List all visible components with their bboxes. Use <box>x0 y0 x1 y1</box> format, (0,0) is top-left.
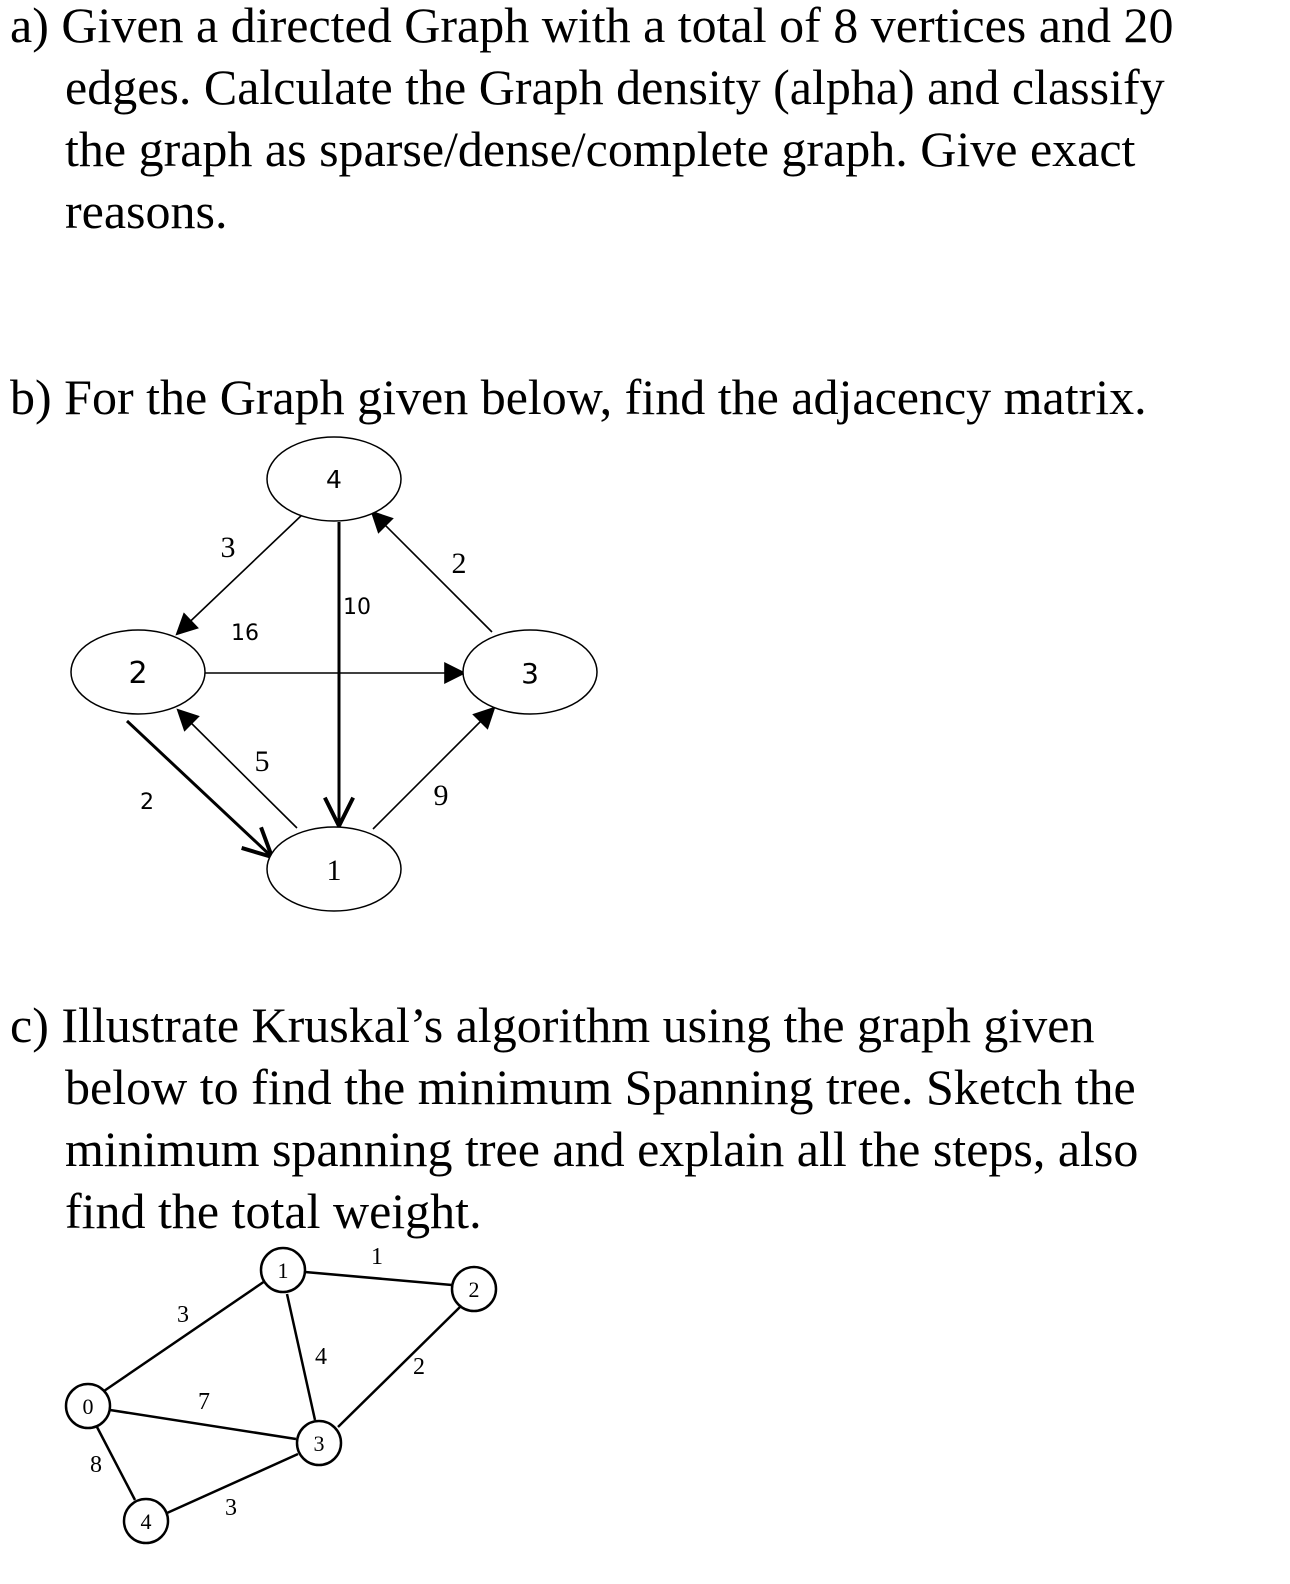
node-c-3-label: 3 <box>313 1431 325 1456</box>
node-c-0-label: 0 <box>82 1394 94 1419</box>
question-a-line-3: the graph as sparse/dense/complete graph. Give exact <box>65 121 1136 177</box>
edge-c-0-4 <box>97 1427 135 1500</box>
question-c-line-2: below to find the minimum Spanning tree. Sketch the <box>65 1059 1136 1115</box>
weight-b-1-2: 5 <box>254 745 270 778</box>
edge-c-0-1 <box>104 1281 265 1391</box>
weight-c-4-3: 3 <box>225 1495 237 1521</box>
edge-b-4-2 <box>177 514 303 634</box>
question-a-line-2: edges. Calculate the Graph density (alpha) and classify <box>65 59 1165 115</box>
edge-b-2-1 <box>127 721 272 857</box>
weight-b-4-2: 3 <box>220 531 236 564</box>
node-c-0 <box>66 1384 110 1428</box>
node-b-3-label: 3 <box>521 657 539 690</box>
edge-c-2-3 <box>338 1307 460 1427</box>
node-c-1 <box>261 1248 305 1292</box>
node-c-4-label: 4 <box>140 1509 152 1534</box>
graph-c <box>66 1244 496 1543</box>
weight-c-1-2: 1 <box>371 1244 383 1270</box>
node-c-4 <box>124 1499 168 1543</box>
edge-c-1-2 <box>305 1272 452 1285</box>
edge-b-1-2 <box>178 710 297 828</box>
weight-b-2-1: 2 <box>140 790 154 815</box>
question-c-line-1: c) Illustrate Kruskal’s algorithm using the graph given <box>10 997 1095 1053</box>
node-b-4-label: 4 <box>326 465 342 494</box>
node-b-1-label: 1 <box>326 854 342 887</box>
node-c-3 <box>297 1421 341 1465</box>
edge-c-1-3 <box>287 1294 315 1420</box>
node-c-2-label: 2 <box>468 1277 480 1302</box>
question-b-line-1: b) For the Graph given below, find the adjacency matrix. <box>10 369 1147 425</box>
weight-c-0-3: 7 <box>198 1389 210 1415</box>
node-b-2-label: 2 <box>128 656 148 691</box>
question-c-line-4: find the total weight. <box>65 1183 482 1239</box>
node-b-1 <box>267 827 401 911</box>
node-c-2 <box>452 1267 496 1311</box>
weight-c-0-1: 3 <box>177 1302 189 1328</box>
edge-b-3-4 <box>372 512 492 632</box>
node-b-2 <box>71 630 205 714</box>
node-c-1-label: 1 <box>277 1258 289 1283</box>
question-a-line-4: reasons. <box>65 183 228 239</box>
node-b-4 <box>267 437 401 521</box>
weight-b-4-1: 10 <box>343 595 371 620</box>
graph-b <box>71 437 597 911</box>
question-c-line-3: minimum spanning tree and explain all the steps, also <box>65 1121 1139 1177</box>
weight-c-2-3: 2 <box>413 1354 425 1380</box>
weight-c-0-4: 8 <box>90 1452 102 1478</box>
weight-b-3-4: 2 <box>451 547 467 580</box>
node-b-3 <box>463 630 597 714</box>
weight-b-2-3: 16 <box>231 621 259 646</box>
weight-b-1-3: 9 <box>433 779 449 812</box>
question-a-line-1: a) Given a directed Graph with a total of 8 vertices and 20 <box>10 0 1174 53</box>
weight-c-1-3: 4 <box>315 1344 327 1370</box>
